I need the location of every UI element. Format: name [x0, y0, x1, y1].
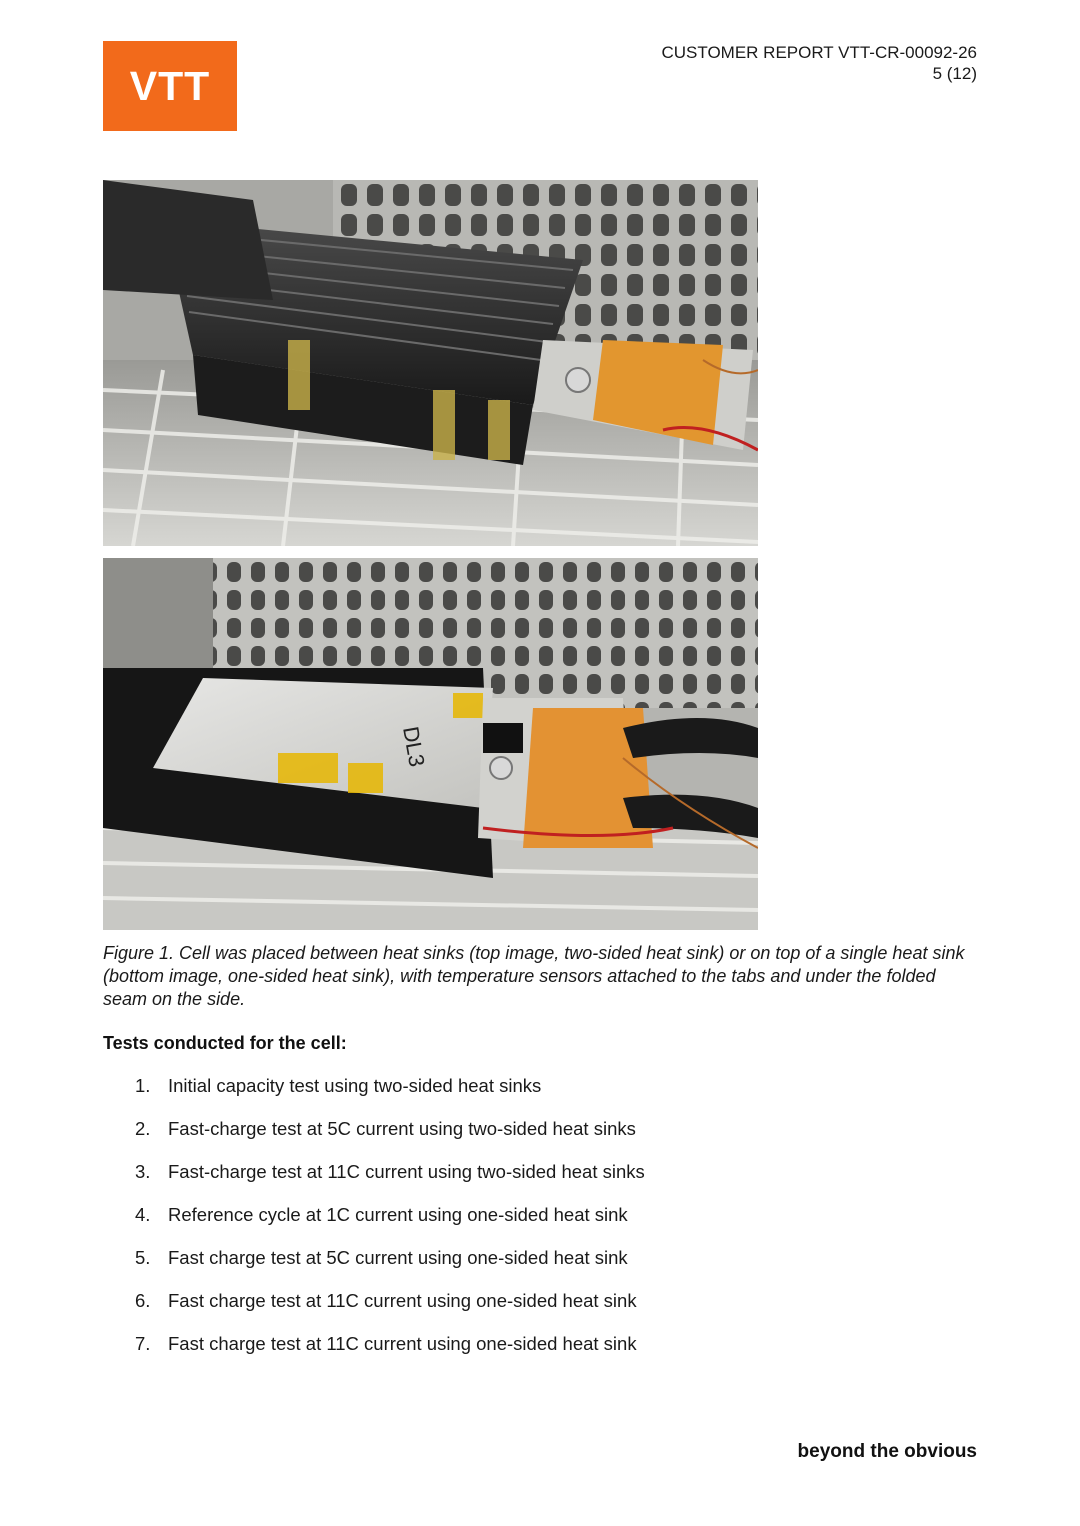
list-item [135, 1075, 835, 1118]
list-item-number: 3. [135, 1161, 151, 1182]
list-item-text: Fast charge test at 11C current using one-sided heat sink [168, 1290, 637, 1311]
two-sided-heat-sink-photo [103, 180, 758, 546]
page-number: 5 (12) [932, 64, 977, 83]
list-item [135, 1247, 835, 1290]
list-item-number: 4. [135, 1204, 151, 1225]
list-item [135, 1118, 835, 1161]
list-item [135, 1333, 835, 1376]
list-item-number: 7. [135, 1333, 151, 1354]
list-item-text: Fast-charge test at 11C current using two-sided heat sinks [168, 1161, 645, 1182]
report-id: CUSTOMER REPORT VTT-CR-00092-26 [661, 43, 977, 62]
list-item-number: 1. [135, 1075, 151, 1096]
list-item-text: Fast charge test at 5C current using one-sided heat sink [168, 1247, 628, 1268]
list-item [135, 1161, 835, 1204]
tests-list [135, 1075, 835, 1376]
list-item-number: 2. [135, 1118, 151, 1139]
list-item [135, 1204, 835, 1247]
vtt-logo [103, 41, 237, 131]
one-sided-heat-sink-photo [103, 558, 758, 930]
logo-text: VTT [129, 62, 211, 109]
list-item-number: 5. [135, 1247, 151, 1268]
footer-tagline: beyond the obvious [797, 1441, 977, 1462]
tests-title: Tests conducted for the cell: [103, 1033, 347, 1053]
report-header [661, 42, 977, 84]
figure-top-image [103, 180, 758, 546]
list-item-text: Reference cycle at 1C current using one-sided heat sink [168, 1204, 628, 1225]
list-item-text: Fast charge test at 11C current using one-sided heat sink [168, 1333, 637, 1354]
list-item-number: 6. [135, 1290, 151, 1311]
figure-bottom-image [103, 558, 758, 930]
list-item-text: Initial capacity test using two-sided heat sinks [168, 1075, 542, 1096]
list-item [135, 1290, 835, 1333]
list-item-text: Fast-charge test at 5C current using two-sided heat sinks [168, 1118, 636, 1139]
cell-label: DL3 [398, 724, 430, 769]
figure-caption: Figure 1. Cell was placed between heat sinks (top image, two-sided heat sink) or on top of a single heat sink (bottom image, one-sided heat sink), with temperature sensors attached to the tabs and under the folded seam on the side. [103, 943, 965, 1009]
